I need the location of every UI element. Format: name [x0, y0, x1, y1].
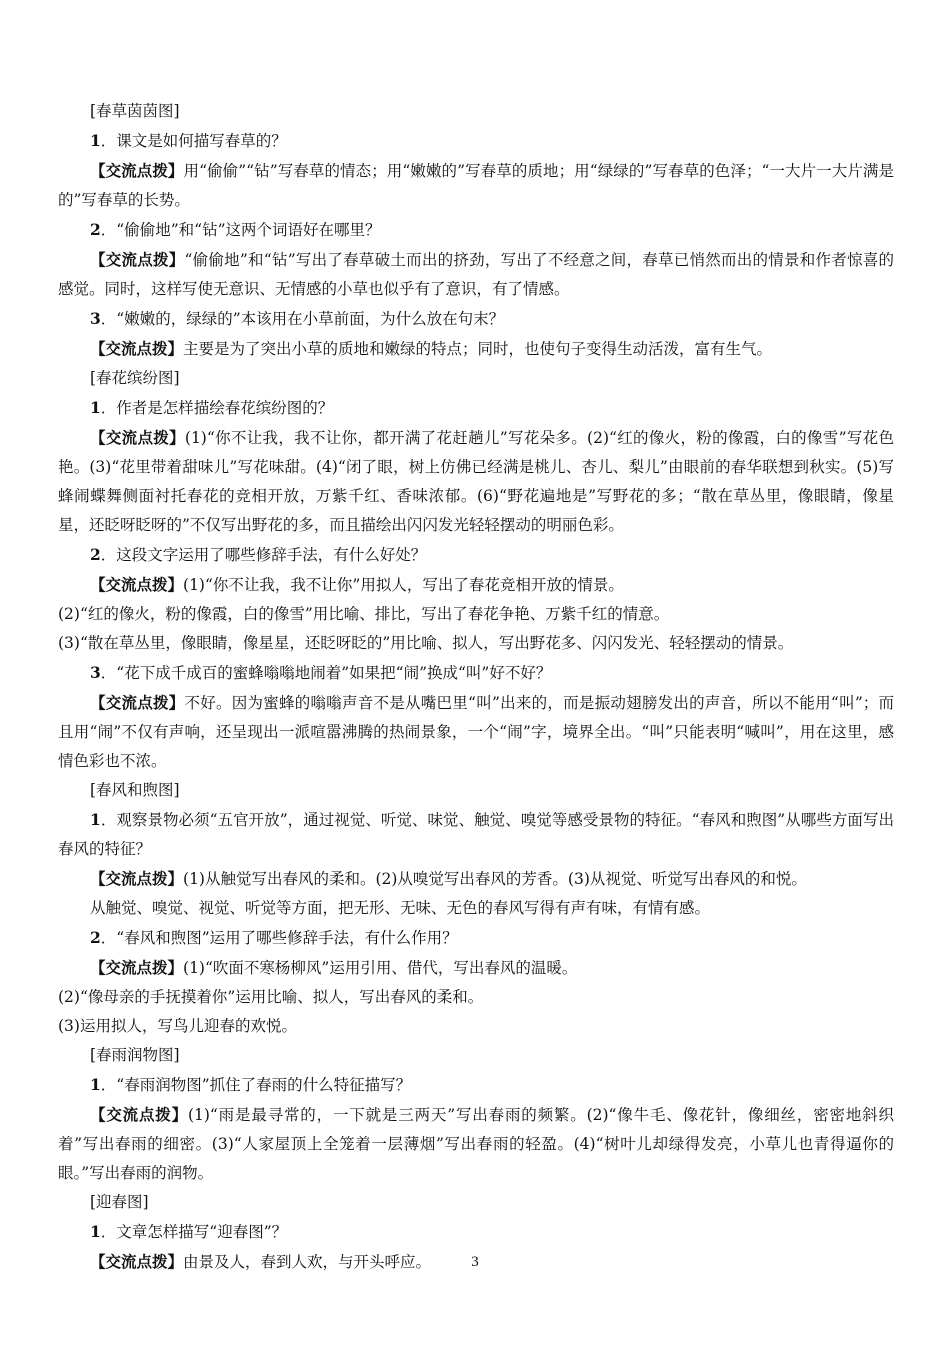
question — [58, 658, 894, 688]
answer-text: 由景及人，春到人欢，与开头呼应。 — [183, 1253, 432, 1271]
section-header: [春花缤纷图] — [90, 369, 180, 387]
answer-cue-label: 【交流点拨】 — [90, 339, 184, 358]
question-text: ．“花下成千成百的蜜蜂嗡嗡地闹着”如果把“闹”换成“叫”好不好？ — [100, 664, 552, 682]
question-number: 1 — [90, 1075, 101, 1094]
question-number: 2 — [90, 545, 101, 564]
answer-text: (1)“你不让我，我不让你”用拟人，写出了春花竞相开放的情景。 — [183, 576, 624, 594]
section-header: [春风和煦图] — [90, 781, 180, 799]
answer-text: (1)“你不让我，我不让你，都开满了花赶趟儿”写花朵多。(2)“红的像火，粉的像霞，白的像雪”写花色艳。(3)“花里带着甜味儿”写花味甜。(4)“闭了眼，树上仿佛已经满是桃儿、杏儿、梨儿”由眼前的春华联想到秋实。(5)写蜂闹蝶舞侧面衬托春花的竞相开放，万紫千红、香味浓郁。(6)“野花遍地是”写野花的多；“散在草丛里，像眼睛，像星星，还眨呀眨呀的”不仅写出野花的多，而且描绘出闪闪发光轻轻摆动的明丽色彩。 — [58, 429, 894, 534]
question — [58, 805, 894, 864]
question-text: ．这段文字运用了哪些修辞手法，有什么好处？ — [100, 546, 427, 564]
question-text: ．“偷偷地”和“钻”这两个词语好在哪里？ — [100, 221, 381, 239]
answer-text: (1)“吹面不寒杨柳风”运用引用、借代，写出春风的温暖。 — [183, 959, 578, 977]
question-text: ．观察景物必须“五官开放”，通过视觉、听觉、味觉、触觉、嗅觉等感受景物的特征。“春风和煦图”从哪些方面写出春风的特征？ — [58, 811, 894, 858]
question-text: ．课文是如何描写春草的？ — [100, 132, 287, 150]
question-number: 1 — [90, 1222, 101, 1241]
answer-cue-label: 【交流点拨】 — [90, 250, 185, 269]
answer-text: “偷偷地”和“钻”写出了春草破土而出的挤劲，写出了不经意之间，春草已悄然而出的情景和作者惊喜的感觉。同时，这样写使无意识、无情感的小草也似乎有了意识，有了情感。 — [58, 251, 894, 298]
answer — [58, 1100, 894, 1188]
question — [58, 304, 894, 334]
question-number: 3 — [90, 309, 101, 328]
answer — [58, 245, 894, 304]
answer-cue-label: 【交流点拨】 — [90, 869, 184, 888]
answer — [58, 334, 894, 364]
question-text: ．文章怎样描写“迎春图”？ — [100, 1223, 288, 1241]
answer-continuation: (3)运用拟人，写鸟儿迎春的欢悦。 — [58, 1017, 297, 1035]
answer — [58, 953, 894, 983]
answer-cue-label: 【交流点拨】 — [90, 575, 184, 594]
question — [58, 1070, 894, 1100]
answer-cue-label: 【交流点拨】 — [90, 161, 184, 180]
question — [58, 1217, 894, 1247]
question-text: ．作者是怎样描绘春花缤纷图的？ — [100, 399, 334, 417]
answer-text: 用“偷偷”“钻”写春草的情态；用“嫩嫩的”写春草的质地；用“绿绿的”写春草的色泽；“一大片一大片满是的”写春草的长势。 — [58, 162, 894, 209]
answer — [58, 688, 894, 776]
answer — [58, 570, 894, 600]
question-text: ．“春雨润物图”抓住了春雨的什么特征描写？ — [100, 1076, 412, 1094]
answer-text: (1)“雨是最寻常的，一下就是三两天”写出春雨的频繁。(2)“像牛毛、像花针，像细丝，密密地斜织着”写出春雨的细密。(3)“人家屋顶上全笼着一层薄烟”写出春雨的轻盈。(4)“树叶儿却绿得发亮，小草儿也青得逼你的眼。”写出春雨的润物。 — [58, 1106, 894, 1182]
question — [58, 393, 894, 423]
question-number: 1 — [90, 810, 101, 829]
answer-cue-label: 【交流点拨】 — [90, 693, 185, 712]
answer-continuation: (2)“像母亲的手抚摸着你”运用比喻、拟人，写出春风的柔和。 — [58, 988, 484, 1006]
answer-cue-label: 【交流点拨】 — [90, 428, 185, 447]
question-number: 1 — [90, 398, 101, 417]
answer-continuation: (3)“散在草丛里，像眼睛，像星星，还眨呀眨的”用比喻、拟人，写出野花多、闪闪发光、轻轻摆动的情景。 — [58, 634, 794, 652]
section-header: [迎春图] — [90, 1193, 149, 1211]
document-body — [58, 97, 894, 1277]
question — [58, 923, 894, 953]
question-text: ．“春风和煦图”运用了哪些修辞手法，有什么作用？ — [100, 929, 458, 947]
answer — [58, 864, 894, 894]
answer — [58, 423, 894, 540]
answer-cue-label: 【交流点拨】 — [90, 1105, 188, 1124]
answer-text: (1)从触觉写出春风的柔和。(2)从嗅觉写出春风的芳香。(3)从视觉、听觉写出春风的和悦。 — [183, 870, 807, 888]
question-number: 2 — [90, 928, 101, 947]
question — [58, 126, 894, 156]
question-text: ．“嫩嫩的，绿绿的”本该用在小草前面，为什么放在句末？ — [100, 310, 505, 328]
question-number: 2 — [90, 220, 101, 239]
answer-text: 不好。因为蜜蜂的嗡嗡声音不是从嘴巴里“叫”出来的，而是振动翅膀发出的声音，所以不能用“叫”；而且用“闹”不仅有声响，还呈现出一派喧嚣沸腾的热闹景象，一个“闹”字，境界全出。“叫”只能表明“喊叫”，用在这里，感情色彩也不浓。 — [58, 694, 894, 770]
question-number: 3 — [90, 663, 101, 682]
page-number: 3 — [471, 1254, 479, 1270]
answer-cue-label: 【交流点拨】 — [90, 1252, 184, 1271]
section-header: [春草茵茵图] — [90, 102, 180, 120]
question-number: 1 — [90, 131, 101, 150]
answer-continuation: 从触觉、嗅觉、视觉、听觉等方面，把无形、无味、无色的春风写得有声有味，有情有感。 — [90, 899, 711, 917]
answer-text: 主要是为了突出小草的质地和嫩绿的特点；同时，也使句子变得生动活泼，富有生气。 — [183, 340, 773, 358]
question — [58, 215, 894, 245]
section-header: [春雨润物图] — [90, 1046, 180, 1064]
question — [58, 540, 894, 570]
answer-continuation: (2)“红的像火，粉的像霞，白的像雪”用比喻、排比，写出了春花争艳、万紫千红的情意。 — [58, 605, 670, 623]
answer — [58, 156, 894, 215]
answer-cue-label: 【交流点拨】 — [90, 958, 184, 977]
